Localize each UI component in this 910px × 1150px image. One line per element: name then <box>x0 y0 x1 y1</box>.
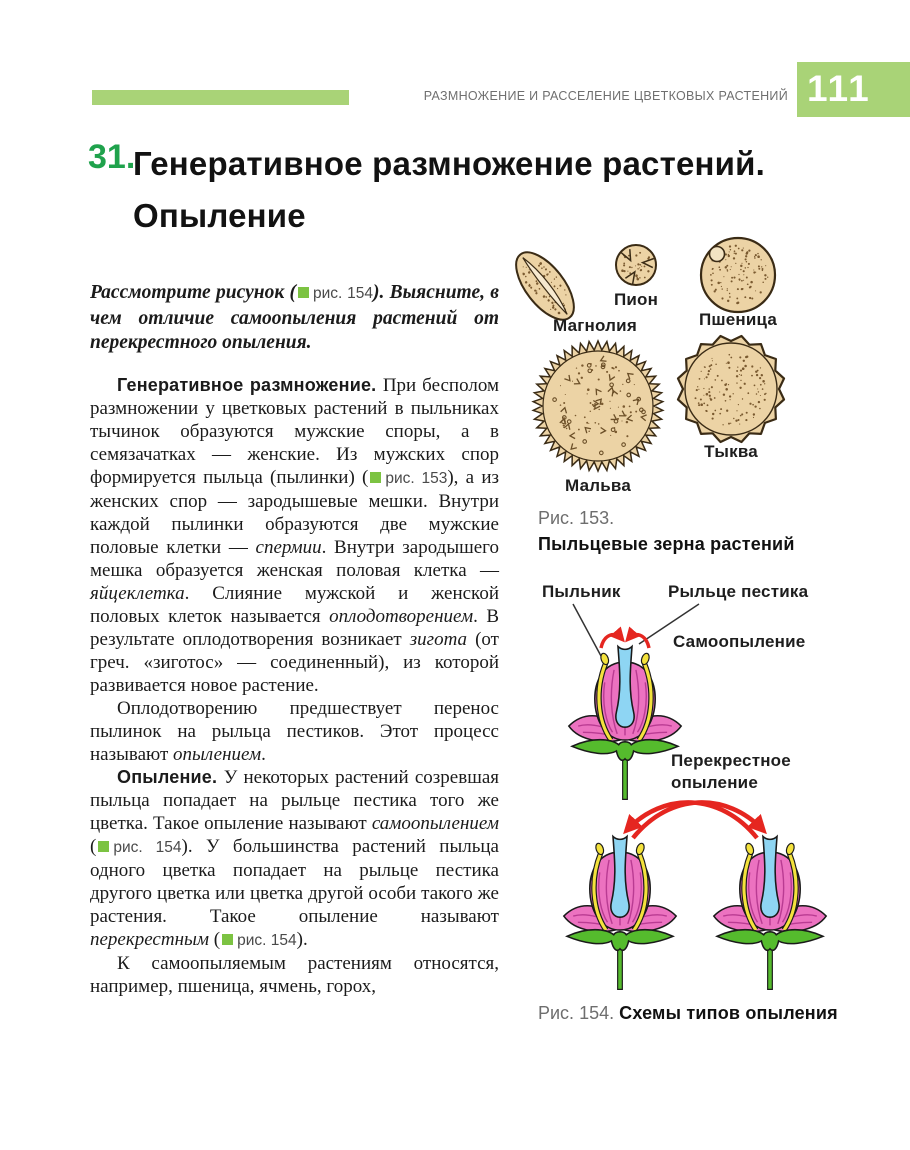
flower-self-pollination <box>569 646 681 799</box>
figure-reference: ( рис. 153) <box>362 466 454 488</box>
pollen-mallow <box>533 341 663 471</box>
label-wheat: Пшеница <box>698 310 778 329</box>
ref-text: рис. 153 <box>385 469 448 487</box>
header-green-bar <box>92 90 349 105</box>
intro-paragraph: Рассмотрите рисунок ( рис. 154). Выясните, в чем отличие самоопыления растений от перекрестного опыления. <box>90 282 499 353</box>
pollen-pumpkin <box>678 336 784 442</box>
body-paragraph-1: Генеративное размножение. При бесполом размножении у цветковых растений в пыльниках тычинок образуются мужские споры, а в семязачатках — женские. Из мужских спор формируется пыльца (пылинки) ( рис. 153), а из женских спор — зародышевые мешки. Внутри каждой пылинки образуются две мужские половые клетки — спермии. Внутри зародышего мешка образуется женская половая клетка — яйцеклетка. Слияние мужской и женской половых клеток называется оплодотворением. В результате оплодотворения возникает зигота (от греч. «зиготос» — соединенный), из которой развивается новое растение. <box>90 374 499 696</box>
figure-154-pollination-schemes <box>505 578 905 1003</box>
label-peony: Пион <box>613 290 659 309</box>
label-self-pollination: Самоопыление <box>673 632 806 651</box>
body-paragraph-3: Опыление. У некоторых растений созревшая пыльца попадает на рыльце пестика того же цветка. Такое опыление называют самоопылением ( рис. 154). У большинства растений пыльца одного цветка попадает на рыльце пестика другого цветка или цветка другой особи такого же растения. Такое опыление называют перекрестным ( рис. 154). <box>90 766 500 950</box>
page-number: 111 <box>807 68 871 109</box>
cross-pollination-arrow-left <box>627 802 757 838</box>
figure-153-caption <box>538 505 795 557</box>
figure-154-caption-number: Рис. 154. <box>538 1003 615 1023</box>
figure-153-pollen-grains <box>505 228 905 506</box>
label-mallow: Мальва <box>565 476 631 495</box>
figure-153-caption-number: Рис. 153. <box>538 508 615 528</box>
label-pumpkin: Тыква <box>704 442 758 461</box>
ref-text: рис. 154 <box>113 838 182 856</box>
page-number-box <box>797 62 910 117</box>
page-title <box>133 138 833 242</box>
self-pollination-arrow-left <box>601 635 622 648</box>
text-column <box>90 281 499 998</box>
figure-reference: ( рис. 154) <box>289 282 380 303</box>
section-number: 31. <box>88 138 136 176</box>
flower-cross-left <box>564 836 676 989</box>
flower-cross-right <box>714 836 826 989</box>
figure-154-caption-title: Схемы типов опыления <box>619 1003 838 1023</box>
figure-153-caption-title: Пыльцевые зерна растений <box>538 534 795 554</box>
ref-text: рис. 154 <box>313 285 373 302</box>
running-head: РАЗМНОЖЕНИЕ И РАССЕЛЕНИЕ ЦВЕТКОВЫХ РАСТЕНИЙ <box>423 89 788 103</box>
ref-square-icon <box>222 934 233 945</box>
pollen-grains-drawing <box>505 228 905 506</box>
page-title-line1: Генеративное размножение растений. <box>133 145 765 182</box>
self-pollination-arrow-right <box>628 635 649 648</box>
figure-reference: ( рис. 154) <box>213 928 303 950</box>
ref-square-icon <box>370 472 381 483</box>
label-cross-pollination: Перекрестное опыление <box>671 751 791 792</box>
label-magnolia: Магнолия <box>553 316 637 335</box>
pollen-wheat <box>701 238 775 312</box>
ref-square-icon <box>298 287 309 298</box>
ref-text: рис. 154 <box>237 931 297 949</box>
figure-154-caption <box>538 1000 838 1026</box>
cross-pollination-arrow-right <box>633 802 763 838</box>
body-paragraph-4: К самоопыляемым растениям относятся, например, пшеница, ячмень, горох, <box>90 952 499 997</box>
pollen-peony <box>616 245 656 285</box>
label-anther: Пыльник <box>542 582 621 601</box>
body-paragraph-2: Оплодотворению предшествует перенос пылинок на рыльца пестиков. Этот процесс называют опылением. <box>90 697 499 765</box>
figure-reference: ( рис. 154) <box>90 835 188 857</box>
ref-square-icon <box>98 841 109 852</box>
label-stigma: Рыльце пестика <box>668 582 809 601</box>
page-title-line2: Опыление <box>133 197 306 234</box>
anther-pointer-line <box>573 604 601 656</box>
